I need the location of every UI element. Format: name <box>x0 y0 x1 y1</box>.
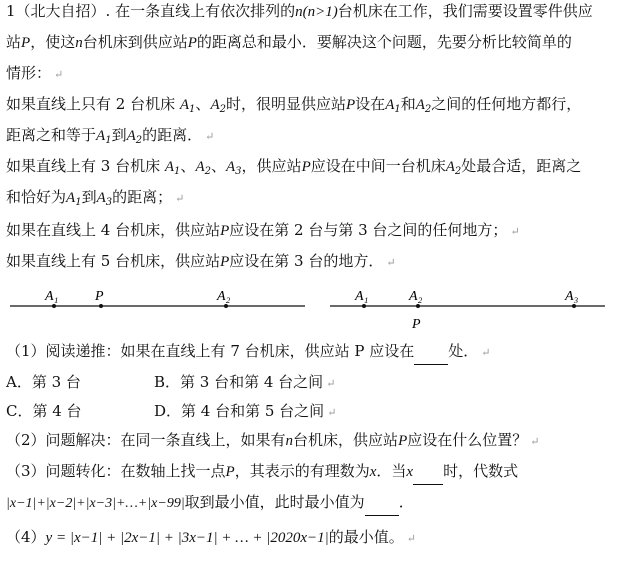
sub: 2 <box>424 104 432 115</box>
paragraph-mark-icon: ↵ <box>406 532 416 545</box>
text: 处最合适，距离之 <box>461 157 582 175</box>
n-condition: n(n>1) <box>295 4 338 20</box>
case-3-line-2 <box>6 186 634 214</box>
text: 之间的任何地方都行， <box>431 95 582 113</box>
var-a: A <box>415 97 425 113</box>
sub: 2 <box>204 166 211 177</box>
var-p: P <box>187 35 197 51</box>
right-label-a1: A₁ <box>355 289 369 304</box>
text: 的距离总和最小．要解决这个问题，先要分析比较简单的 <box>196 33 572 51</box>
question-2 <box>6 429 634 453</box>
right-dot-a2 <box>416 304 420 308</box>
text: 取到最小值，此时最小值为 <box>184 493 365 511</box>
text: 台机床，供应站 <box>293 431 399 449</box>
case-4-line <box>6 219 634 243</box>
var-x: x <box>369 464 377 480</box>
text: 的最小值。 <box>328 528 404 546</box>
intro-line-3 <box>6 62 634 86</box>
sub: 2 <box>454 166 462 177</box>
text: D．第 4 台和第 5 台之间 <box>154 402 325 420</box>
var-p: P <box>301 159 311 175</box>
left-dot-a1 <box>52 304 56 308</box>
sub: 1 <box>174 166 181 177</box>
var-a: A <box>96 190 106 206</box>
text: 和恰好为 <box>6 188 67 206</box>
case-3-line-1: 如果直线上有 3 台机床 $A_1$、$A_2$、$A_3$，供应站P应设在中间一台机床$A_2$处最合适，距离之 <box>6 157 582 177</box>
sub: 1 <box>75 197 82 208</box>
var-a: A <box>445 159 455 175</box>
text: 到 <box>111 126 127 144</box>
var-a: A <box>66 190 76 206</box>
text: 距离之和等于 <box>6 126 97 144</box>
text: 到 <box>81 188 97 206</box>
var-p: P <box>220 254 230 270</box>
intro-line-2 <box>6 31 634 54</box>
text: C．第 4 台 <box>6 402 82 420</box>
option-d[interactable] <box>154 400 336 424</box>
text: 情形： <box>6 64 52 82</box>
abs-sum-expression: |x−1|+|x−2|+|x−3|+…+|x−99| <box>6 496 185 511</box>
paragraph-mark-icon: ↵ <box>510 225 520 238</box>
text: 应设在中间一台机床 <box>310 157 446 175</box>
machines-diagram <box>0 280 640 336</box>
question-4 <box>6 526 634 550</box>
text: （1）阅读递推：如果在直线上有 7 台机床，供应站 P 应设在 <box>6 342 415 360</box>
case-2-line-2 <box>6 124 634 152</box>
var-p: P <box>346 97 356 113</box>
text: 如果直线上有 3 台机床 <box>6 157 161 175</box>
case-2-line-1: 如果直线上只有 2 台机床 $A_1$、$A_2$时，很明显供应站P设在$A_1$和$A_2$之间的任何地方都行， <box>6 95 582 115</box>
var-p: P <box>225 464 235 480</box>
var-a: A <box>96 128 106 144</box>
paragraph-mark-icon: ↵ <box>530 435 540 448</box>
var-a: A <box>385 97 395 113</box>
paragraph-mark-icon: ↵ <box>326 377 336 390</box>
var-a: A <box>179 97 190 113</box>
text: 的距离． <box>142 126 203 144</box>
intro-text: 1（北大自招）. 在一条直线上有依次排列的 <box>6 2 296 20</box>
right-dot-a3 <box>572 304 576 308</box>
var-a: A <box>164 159 175 175</box>
text: 应设在什么位置？ <box>407 431 528 449</box>
question-3-line-1 <box>6 460 634 485</box>
text: 时，很明显供应站 <box>225 95 346 113</box>
text: B．第 3 台和第 4 台之间 <box>154 373 324 391</box>
paragraph-mark-icon: ↵ <box>386 256 396 269</box>
left-label-a1: A₁ <box>45 289 59 304</box>
paragraph-mark-icon: ↵ <box>327 406 337 419</box>
var-a: A <box>195 159 205 175</box>
left-label-a2: A₂ <box>217 289 231 304</box>
paragraph-mark-icon: ↵ <box>54 68 64 81</box>
text: （2）问题解决：在同一条直线上，如果有 <box>6 431 286 449</box>
text: A．第 3 台 <box>6 373 81 391</box>
right-label-a3: A₃ <box>565 289 579 304</box>
sub: 3 <box>105 197 113 208</box>
sub: 1 <box>105 135 112 146</box>
right-label-a2: A₂ <box>409 289 423 304</box>
right-label-p: P <box>412 317 421 332</box>
text: ． <box>398 493 414 511</box>
right-dot-a1 <box>362 304 366 308</box>
answer-blank-1[interactable] <box>414 342 448 365</box>
var-n: n <box>285 433 294 449</box>
text: 处． <box>448 342 479 360</box>
text: （4） <box>6 528 46 546</box>
question-3-line-2 <box>6 491 634 516</box>
y-expression: y = |x−1| + |2x−1| + |3x−1| + … + |2020x−1| <box>45 530 329 546</box>
intro-line-1 <box>6 0 634 23</box>
text: 的距离； <box>112 188 173 206</box>
text: 应设在第 2 台与第 3 台之间的任何地方； <box>229 221 508 239</box>
var-n: n <box>75 35 83 51</box>
answer-blank-2[interactable] <box>413 462 443 485</box>
case-5-line <box>6 250 634 274</box>
left-dot-p <box>99 304 103 308</box>
text: 应设在第 3 台的地方． <box>229 252 384 270</box>
text: 和 <box>400 95 416 113</box>
paragraph-mark-icon: ↵ <box>481 346 491 359</box>
answer-blank-3[interactable] <box>365 493 399 516</box>
text: ．当 <box>376 462 407 480</box>
var-a: A <box>226 159 236 175</box>
var-p: P <box>398 433 408 449</box>
question-1 <box>6 340 634 365</box>
sub: 1 <box>189 104 196 115</box>
intro-text-cont: 台机床在工作，我们需要设置零件供应 <box>337 2 593 20</box>
text: 如果直线上只有 2 台机床 <box>6 95 176 113</box>
left-dot-a2 <box>224 304 228 308</box>
text: ，使这 <box>30 33 76 51</box>
option-b[interactable] <box>154 371 335 395</box>
text: 如果在直线上 4 台机床，供应站 <box>6 221 221 239</box>
option-a[interactable] <box>6 371 81 393</box>
sub: 2 <box>135 135 143 146</box>
text: ，其表示的有理数为 <box>234 462 370 480</box>
var-x: x <box>406 464 414 480</box>
text: 时，代数式 <box>443 462 519 480</box>
text: ，供应站 <box>241 157 302 175</box>
sub: 1 <box>394 104 401 115</box>
text: （3）问题转化：在数轴上找一点 <box>6 462 226 480</box>
option-c[interactable] <box>6 400 82 422</box>
text: 如果直线上有 5 台机床，供应站 <box>6 252 221 270</box>
var-p: P <box>220 223 230 239</box>
var-p: P <box>21 35 31 51</box>
left-label-p: P <box>95 289 104 304</box>
paragraph-mark-icon: ↵ <box>175 192 185 205</box>
text: 设在 <box>355 95 386 113</box>
sub: 2 <box>219 104 226 115</box>
text: 台机床到供应站 <box>82 33 188 51</box>
text: 站 <box>6 33 22 51</box>
sub: 3 <box>235 166 242 177</box>
var-a: A <box>126 128 136 144</box>
paragraph-mark-icon: ↵ <box>205 130 215 143</box>
var-a: A <box>210 97 220 113</box>
